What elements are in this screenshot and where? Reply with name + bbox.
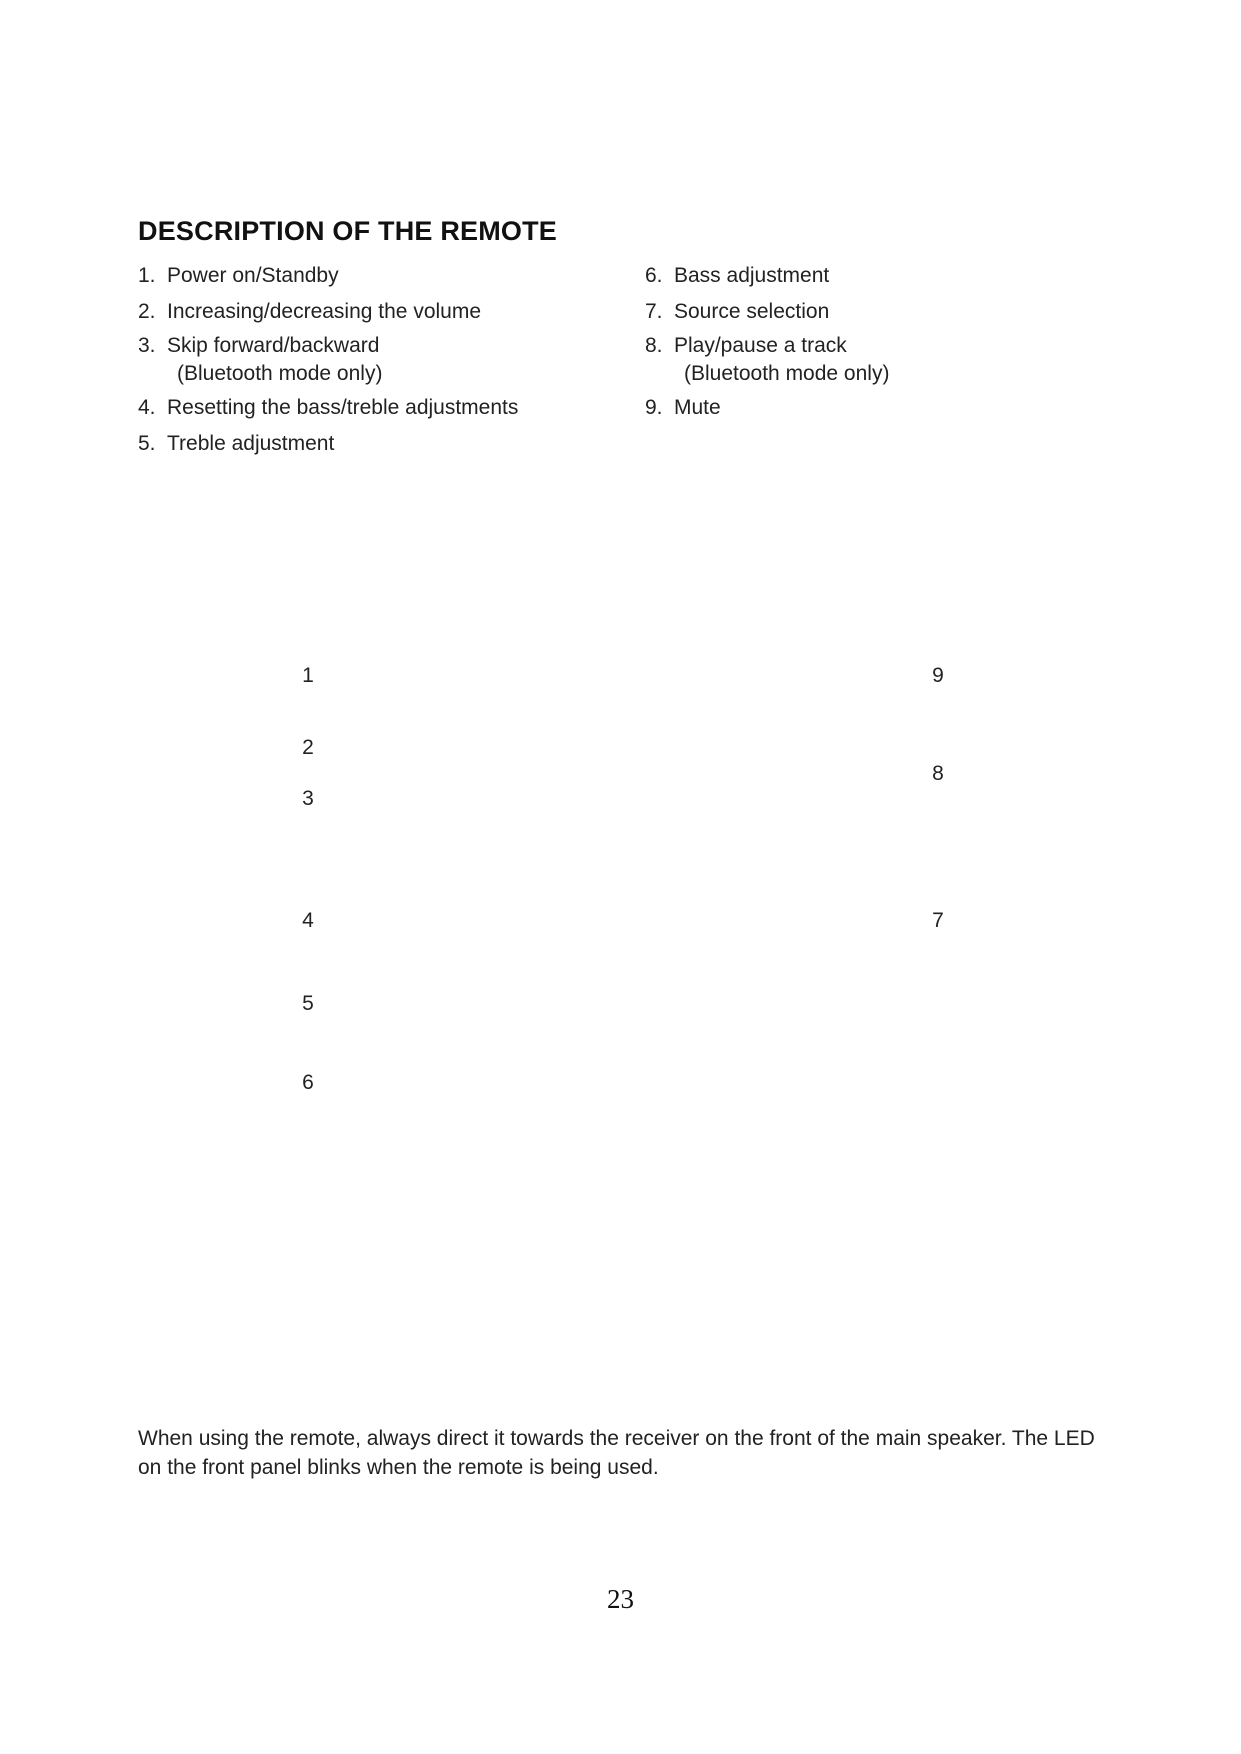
list-item bbox=[645, 262, 829, 290]
callout-label: 6 bbox=[302, 1071, 314, 1094]
list-item-number: 2. bbox=[138, 300, 156, 323]
callout-label: 9 bbox=[932, 664, 944, 687]
list-item-text: Play/pause a track bbox=[674, 334, 847, 357]
callout-label: 7 bbox=[932, 909, 944, 932]
list-item-text: Bass adjustment bbox=[674, 264, 830, 287]
callout-label: 5 bbox=[302, 992, 314, 1015]
list-item-subtext: (Bluetooth mode only) bbox=[177, 362, 383, 385]
list-item-text: Resetting the bass/treble adjustments bbox=[167, 396, 519, 419]
list-item-text: Skip forward/backward bbox=[167, 334, 380, 357]
list-item bbox=[645, 394, 721, 422]
list-item bbox=[138, 430, 334, 458]
list-item-number: 3. bbox=[138, 334, 156, 357]
remote-illustration bbox=[280, 640, 960, 1120]
page-number: 23 bbox=[607, 1584, 634, 1614]
list-item bbox=[138, 262, 339, 290]
list-item-subtext: (Bluetooth mode only) bbox=[684, 362, 890, 385]
list-item-text: Increasing/decreasing the volume bbox=[167, 300, 482, 323]
usage-note: When using the remote, always direct it towards the receiver on the front of the main speaker. The LED on the front panel blinks when the remote is being used. bbox=[138, 1427, 1095, 1479]
list-item bbox=[138, 298, 481, 326]
list-item-number: 6. bbox=[645, 264, 663, 287]
callout-label: 8 bbox=[932, 762, 944, 785]
list-item-text: Mute bbox=[674, 396, 721, 419]
list-item-text: Treble adjustment bbox=[167, 432, 335, 455]
list-item-number: 5. bbox=[138, 432, 156, 455]
list-item bbox=[645, 332, 889, 388]
callout-label: 1 bbox=[302, 664, 314, 687]
list-item-number: 9. bbox=[645, 396, 663, 419]
list-item-text: Source selection bbox=[674, 300, 830, 323]
list-item bbox=[138, 394, 518, 422]
list-item-number: 8. bbox=[645, 334, 663, 357]
callout-label: 2 bbox=[302, 736, 314, 759]
callout-label: 3 bbox=[302, 787, 314, 810]
callout-label: 4 bbox=[302, 909, 314, 932]
list-item-number: 4. bbox=[138, 396, 156, 419]
list-item-text: Power on/Standby bbox=[167, 264, 339, 287]
list-item-number: 1. bbox=[138, 264, 156, 287]
list-item bbox=[645, 298, 829, 326]
list-item bbox=[138, 332, 382, 388]
page-title: DESCRIPTION OF THE REMOTE bbox=[138, 216, 558, 246]
list-item-number: 7. bbox=[645, 300, 663, 323]
